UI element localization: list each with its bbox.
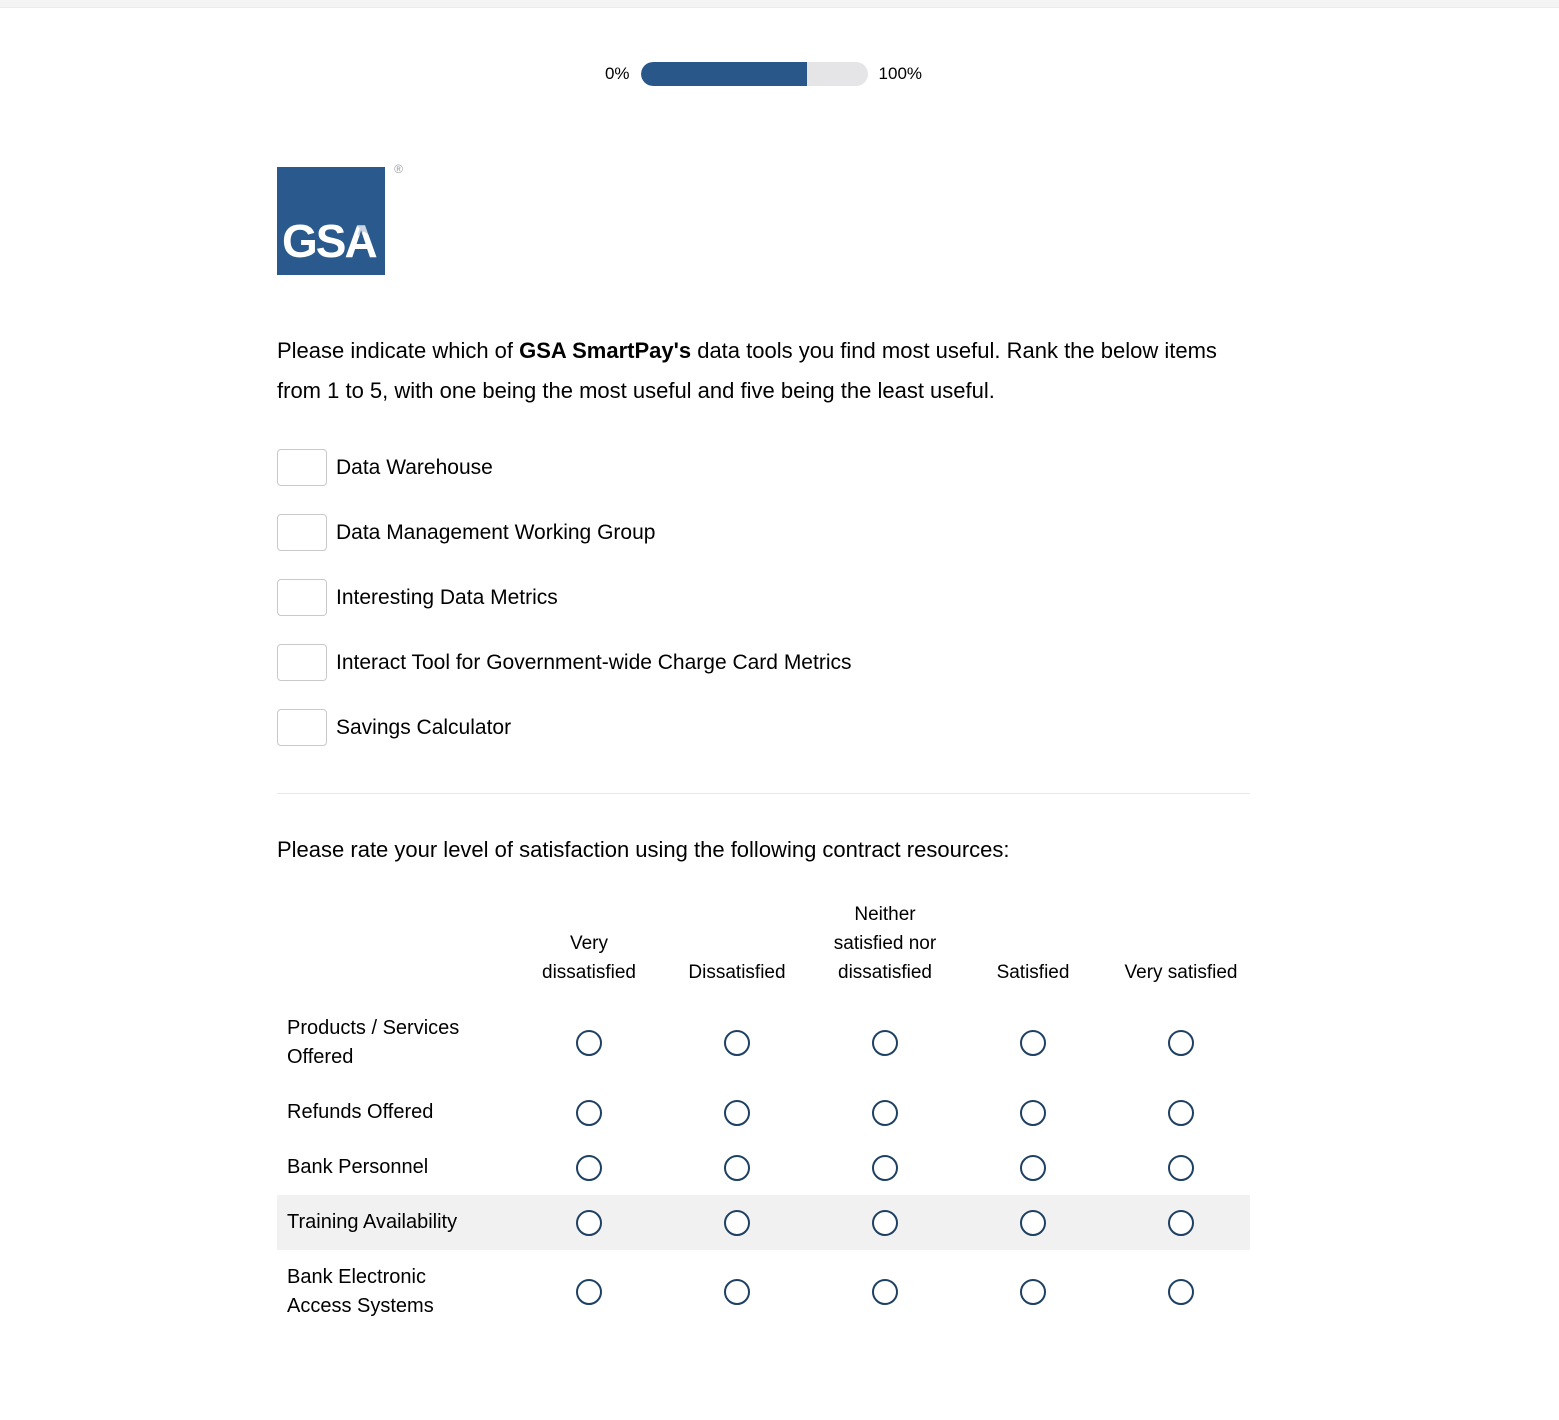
radio-button-row4-col1[interactable]: [724, 1279, 750, 1305]
radio-button-row1-col1[interactable]: [724, 1100, 750, 1126]
matrix-row-label: [277, 1098, 515, 1127]
rank-input-0[interactable]: [277, 449, 327, 486]
progress-fill: [641, 62, 808, 86]
radio-button-row0-col4[interactable]: [1168, 1030, 1194, 1056]
matrix-column-header: [663, 900, 811, 1001]
matrix-cell: [959, 1155, 1107, 1181]
matrix-row-label: [277, 1208, 515, 1237]
matrix-cell: [663, 1030, 811, 1056]
column-header-label: Very satisfied: [1124, 962, 1238, 983]
matrix-header-row: [277, 900, 1250, 1001]
matrix-cell: [663, 1100, 811, 1126]
matrix-cell: [663, 1279, 811, 1305]
row-label-text: Bank Personnel: [287, 1156, 429, 1178]
satisfaction-matrix: [277, 900, 1250, 1334]
matrix-row: [277, 1195, 1250, 1250]
matrix-cell: [515, 1279, 663, 1305]
matrix-row-label: [277, 1153, 515, 1182]
radio-button-row0-col1[interactable]: [724, 1030, 750, 1056]
radio-button-row0-col2[interactable]: [872, 1030, 898, 1056]
progress-bar: [641, 62, 868, 86]
matrix-cell: [959, 1030, 1107, 1056]
ranking-question-text: [277, 331, 1237, 411]
matrix-column-header: [959, 900, 1107, 1001]
progress-end-label: 100%: [878, 64, 923, 83]
radio-button-row3-col1[interactable]: [724, 1210, 750, 1236]
matrix-cell: [1107, 1279, 1255, 1305]
column-header-label: Very dissatisfied: [542, 933, 636, 983]
radio-button-row4-col4[interactable]: [1168, 1279, 1194, 1305]
radio-button-row3-col3[interactable]: [1020, 1210, 1046, 1236]
column-header-label: Neither satisfied nor dissatisfied: [833, 904, 937, 983]
rank-input-3[interactable]: [277, 644, 327, 681]
radio-button-row1-col4[interactable]: [1168, 1100, 1194, 1126]
column-header-label: Satisfied: [996, 962, 1070, 983]
matrix-cell: [959, 1279, 1107, 1305]
radio-button-row1-col3[interactable]: [1020, 1100, 1046, 1126]
rank-input-1[interactable]: [277, 514, 327, 551]
rank-item-label: Savings Calculator: [336, 715, 512, 739]
row-label-text: Products / Services Offered: [287, 1017, 460, 1068]
matrix-header-spacer: [277, 900, 515, 1001]
matrix-cell: [663, 1210, 811, 1236]
matrix-row-label: [277, 1014, 515, 1072]
matrix-row: [277, 1085, 1250, 1140]
matrix-cell: [1107, 1100, 1255, 1126]
radio-button-row2-col2[interactable]: [872, 1155, 898, 1181]
matrix-body: [277, 1001, 1250, 1334]
matrix-row: [277, 1250, 1250, 1334]
matrix-cell: [1107, 1155, 1255, 1181]
radio-button-row4-col3[interactable]: [1020, 1279, 1046, 1305]
row-label-text: Refunds Offered: [287, 1101, 434, 1123]
rank-item-label: Interact Tool for Government-wide Charge Card Metrics: [336, 650, 852, 674]
progress-start-label: 0%: [604, 64, 630, 83]
radio-button-row0-col3[interactable]: [1020, 1030, 1046, 1056]
matrix-row: [277, 1140, 1250, 1195]
radio-button-row1-col2[interactable]: [872, 1100, 898, 1126]
rank-item-label: Data Warehouse: [336, 455, 493, 479]
row-label-text: Bank Electronic Access Systems: [287, 1266, 434, 1317]
matrix-row: [277, 1001, 1250, 1085]
matrix-column-header: [811, 900, 959, 1001]
gsa-logo-image: [277, 167, 385, 275]
matrix-cell: [515, 1030, 663, 1056]
rating-question-text: Please rate your level of satisfaction using the following contract resources:: [277, 837, 1010, 862]
radio-button-row2-col1[interactable]: [724, 1155, 750, 1181]
rank-item: [277, 514, 1250, 551]
rank-item-label: Data Management Working Group: [336, 520, 656, 544]
matrix-cell: [1107, 1210, 1255, 1236]
progress-bar-group: [277, 62, 1250, 86]
rank-input-4[interactable]: [277, 709, 327, 746]
matrix-column-header: [1107, 900, 1255, 1001]
matrix-row-label: [277, 1263, 515, 1321]
radio-button-row1-col0[interactable]: [576, 1100, 602, 1126]
radio-button-row2-col4[interactable]: [1168, 1155, 1194, 1181]
matrix-cell: [663, 1155, 811, 1181]
survey-content: [277, 62, 1250, 1334]
rank-input-2[interactable]: [277, 579, 327, 616]
matrix-cell: [515, 1155, 663, 1181]
rank-item: [277, 449, 1250, 486]
row-label-text: Training Availability: [287, 1211, 458, 1233]
radio-button-row2-col3[interactable]: [1020, 1155, 1046, 1181]
matrix-cell: [959, 1100, 1107, 1126]
radio-button-row3-col0[interactable]: [576, 1210, 602, 1236]
column-header-label: Dissatisfied: [688, 962, 786, 983]
matrix-cell: [1107, 1030, 1255, 1056]
radio-button-row0-col0[interactable]: [576, 1030, 602, 1056]
question-text-part: Please indicate which of: [277, 338, 520, 363]
question-text-bold: GSA SmartPay's: [519, 338, 692, 363]
radio-button-row3-col4[interactable]: [1168, 1210, 1194, 1236]
radio-button-row4-col0[interactable]: [576, 1279, 602, 1305]
rank-item-label: Interesting Data Metrics: [336, 585, 558, 609]
section-divider: [277, 793, 1250, 794]
matrix-cell: [811, 1100, 959, 1126]
rank-item: [277, 644, 1250, 681]
gsa-logo: [277, 162, 403, 275]
matrix-cell: [515, 1100, 663, 1126]
registered-mark: ®: [394, 162, 403, 176]
radio-button-row3-col2[interactable]: [872, 1210, 898, 1236]
matrix-cell: [811, 1279, 959, 1305]
matrix-cell: [811, 1030, 959, 1056]
rank-item: [277, 709, 1250, 746]
rank-list: [277, 449, 1250, 746]
matrix-cell: [811, 1155, 959, 1181]
matrix-column-header: [515, 900, 663, 1001]
gsa-logo-text: GSA: [282, 215, 376, 267]
rank-item: [277, 579, 1250, 616]
question-text-part: data tools you find most useful. Rank the below items from 1 to 5, with one being the most useful and five being the least useful.: [277, 338, 1217, 403]
top-border: [0, 0, 1559, 8]
matrix-cell: [959, 1210, 1107, 1236]
radio-button-row2-col0[interactable]: [576, 1155, 602, 1181]
matrix-cell: [811, 1210, 959, 1236]
matrix-cell: [515, 1210, 663, 1236]
radio-button-row4-col2[interactable]: [872, 1279, 898, 1305]
